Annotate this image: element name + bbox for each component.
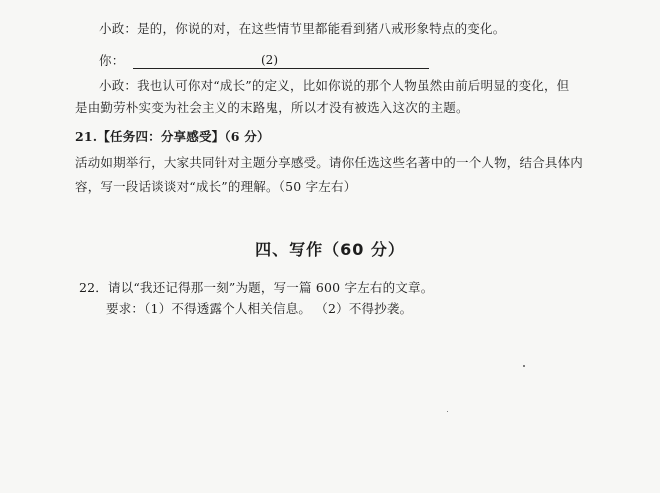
answer-blank-underline [133, 68, 429, 69]
q22-requirements: 要求：（1）不得透露个人相关信息。 （2）不得抄袭。 [106, 301, 413, 316]
q21-heading: 21.【任务四：分享感受】（6 分） [75, 129, 270, 144]
scan-speck [523, 365, 525, 367]
section-title: 四、写作（60 分） [255, 240, 405, 259]
q20-line-1: 小政：是的，你说的对，在这些情节里都能看到猪八戒形象特点的变化。 [99, 21, 506, 36]
answer-blank [133, 53, 429, 71]
scan-speck [447, 411, 448, 412]
answer-blank-label: (2) [261, 53, 278, 67]
q20-you-label: 你： [99, 53, 125, 68]
q22-prompt: 22．请以“我还记得那一刻”为题，写一篇 600 字左右的文章。 [79, 280, 434, 295]
q21-line-2: 容，写一段话谈谈对“成长”的理解。（50 字左右） [75, 179, 357, 194]
q20-line-4: 是由勤劳朴实变为社会主义的末路鬼，所以才没有被选入这次的主题。 [75, 100, 469, 115]
q21-line-1: 活动如期举行，大家共同针对主题分享感受。请你任选这些名著中的一个人物，结合具体内 [75, 155, 584, 170]
q20-line-3: 小政：我也认可你对“成长”的定义，比如你说的那个人物虽然由前后明显的变化，但 [99, 78, 570, 93]
